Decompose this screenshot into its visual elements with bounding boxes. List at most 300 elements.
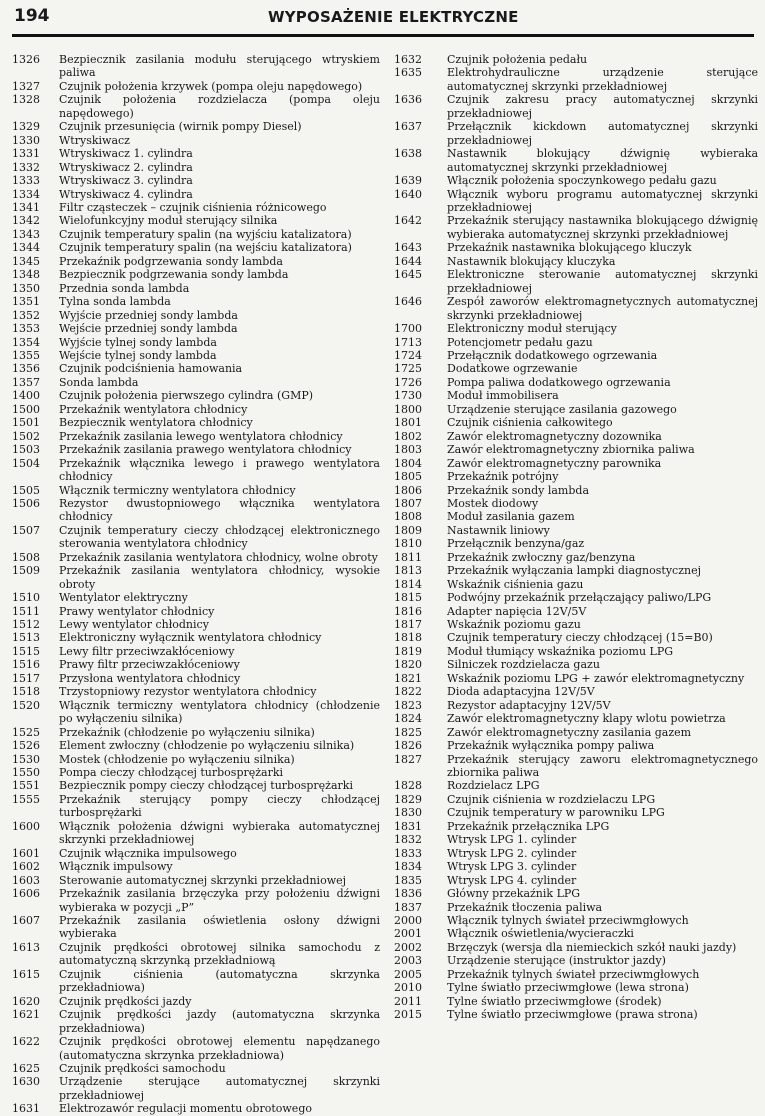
component-description: Prawy wentylator chłodnicy: [59, 604, 215, 618]
component-number: 1826: [394, 739, 422, 753]
legend-row: [8, 1102, 380, 1115]
component-description: Wejście przedniej sondy lambda: [59, 322, 238, 336]
component-number: 1643: [394, 241, 422, 255]
component-number: 1615: [12, 967, 40, 981]
legend-row: [8, 914, 380, 941]
component-description: Przekaźnik zasilania brzęczyka przy położeniu dźwigni wybieraka w pozycji „P”: [59, 887, 380, 914]
component-number: 1513: [12, 631, 40, 645]
legend-row: [392, 457, 758, 470]
component-number: 1823: [394, 698, 422, 712]
component-number: 1602: [12, 860, 40, 874]
component-number: 2000: [394, 914, 422, 927]
component-description: Moduł zasilania gazem: [447, 510, 575, 524]
component-description: Wtrysk LPG 3. cylinder: [447, 860, 577, 874]
legend-row: [392, 645, 758, 658]
legend-row: [8, 658, 380, 671]
legend-row: [392, 551, 758, 564]
legend-row: [8, 295, 380, 308]
component-description: Czujnik ciśnienia całkowitego: [447, 416, 613, 430]
legend-row: [392, 820, 758, 833]
legend-row: [8, 268, 380, 281]
component-description: Przekaźnik zwłoczny gaz/benzyna: [447, 550, 636, 564]
component-description: Przełącznik kickdown automatycznej skrzynki przekładniowej: [447, 120, 758, 147]
component-number: 1639: [394, 174, 422, 188]
component-number: 1630: [12, 1075, 40, 1089]
component-number: 1500: [12, 402, 40, 416]
component-description: Włącznik wyboru programu automatycznej skrzynki przekładniowej: [447, 187, 758, 214]
component-number: 1837: [394, 900, 422, 914]
legend-row: [8, 457, 380, 484]
legend-row: [392, 941, 758, 954]
component-number: 1518: [12, 685, 40, 699]
component-number: 1504: [12, 456, 40, 470]
component-description: Zawór elektromagnetyczny dozownika: [447, 429, 662, 443]
legend-row: [8, 403, 380, 416]
legend-row: [392, 497, 758, 510]
legend-row: [392, 470, 758, 483]
legend-row: [8, 874, 380, 887]
component-description: Dioda adaptacyjna 12V/5V: [447, 685, 595, 699]
legend-row: [8, 847, 380, 860]
component-description: Wtryskiwacz: [59, 133, 130, 147]
component-number: 1645: [394, 268, 422, 282]
component-description: Sterowanie automatycznej skrzynki przekładniowej: [59, 873, 347, 887]
component-number: 1725: [394, 362, 422, 376]
legend-row: [8, 793, 380, 820]
component-description: Przekaźnik sterujący zaworu elektromagnetycznego zbiornika paliwa: [447, 752, 758, 780]
component-description: Czujnik położenia pedału: [447, 53, 588, 66]
legend-row: [392, 685, 758, 698]
component-description: Włącznik tylnych świateł przeciwmgłowych: [447, 914, 689, 927]
component-number: 1345: [12, 254, 40, 268]
legend-row: [392, 618, 758, 631]
legend-row: [8, 443, 380, 456]
component-number: 1818: [394, 631, 422, 645]
legend-row: [392, 188, 758, 215]
component-number: 1835: [394, 873, 422, 887]
legend-row: [8, 376, 380, 389]
legend-row: [8, 860, 380, 873]
legend-row: [392, 322, 758, 335]
legend-row: [392, 578, 758, 591]
component-description: Elektrohydrauliczne urządzenie sterujące automatycznej skrzynki przekładniowej: [447, 66, 758, 93]
component-description: Przekaźnik zasilania wentylatora chłodnicy, wolne obroty: [59, 550, 378, 564]
component-description: Włącznik termiczny wentylatora chłodnicy (chłodzenie po wyłączeniu silnika): [59, 698, 380, 726]
component-description: Czujnik prędkości obrotowej silnika samochodu z automatyczną skrzynką przekładniową: [59, 940, 380, 968]
component-description: Czujnik prędkości jazdy (automatyczna skrzynka przekładniowa): [59, 1008, 380, 1035]
component-number: 1600: [12, 819, 40, 833]
component-description: Czujnik zakresu pracy automatycznej skrzynki przekładniowej: [447, 93, 758, 120]
component-description: Pompa cieczy chłodzącej turbosprężarki: [59, 766, 284, 780]
legend-row: [8, 968, 380, 995]
component-description: Czujnik temperatury spalin (na wejściu katalizatora): [59, 241, 352, 255]
component-description: Rezystor adaptacyjny 12V/5V: [447, 698, 611, 712]
component-number: 1801: [394, 416, 422, 430]
legend-row: [392, 995, 758, 1008]
legend-row: [8, 672, 380, 685]
legend-row: [392, 914, 758, 927]
component-number: 1555: [12, 792, 40, 806]
component-description: Przekaźnik (chłodzenie po wyłączeniu silnika): [59, 725, 315, 739]
legend-row: [8, 309, 380, 322]
component-number: 1817: [394, 618, 422, 632]
legend-row: [392, 336, 758, 349]
component-number: 1400: [12, 389, 40, 403]
legend-row: [392, 349, 758, 362]
component-number: 1807: [394, 496, 422, 510]
legend-row: [392, 147, 758, 174]
legend-row: [8, 591, 380, 604]
component-description: Przekaźnik wyłączania lampki diagnostycznej: [447, 564, 702, 578]
component-number: 1638: [394, 147, 422, 161]
component-number: 1635: [394, 66, 422, 80]
component-number: 1810: [394, 537, 422, 551]
legend-row: [392, 1008, 758, 1021]
component-number: 1821: [394, 671, 422, 685]
legend-row: [8, 820, 380, 847]
component-number: 1330: [12, 133, 40, 147]
legend-row: [8, 282, 380, 295]
component-description: Potencjometr pedału gazu: [447, 335, 593, 349]
legend-row: [392, 753, 758, 780]
component-number: 1820: [394, 658, 422, 672]
component-description: Przekaźnik zasilania lewego wentylatora chłodnicy: [59, 429, 343, 443]
legend-row: [392, 389, 758, 402]
legend-row: [8, 524, 380, 551]
legend-row: [8, 631, 380, 644]
component-number: 1511: [12, 604, 40, 618]
component-number: 1502: [12, 429, 40, 443]
legend-row: [8, 739, 380, 752]
component-number: 1829: [394, 792, 422, 806]
component-description: Przekaźnik tłoczenia paliwa: [447, 900, 603, 914]
component-number: 1356: [12, 362, 40, 376]
component-description: Moduł tłumiący wskaźnika poziomu LPG: [447, 644, 674, 658]
component-description: Pompa paliwa dodatkowego ogrzewania: [447, 375, 671, 389]
component-description: Mostek diodowy: [447, 496, 539, 510]
component-description: Urządzenie sterujące automatycznej skrzynki przekładniowej: [59, 1075, 380, 1102]
component-number: 1508: [12, 550, 40, 564]
legend-row: [392, 954, 758, 967]
legend-row: [392, 362, 758, 375]
legend-row: [8, 753, 380, 766]
legend-row: [8, 93, 380, 120]
component-number: 1501: [12, 416, 40, 430]
header-rule: [12, 34, 754, 37]
component-description: Przełącznik benzyna/gaz: [447, 537, 585, 551]
component-description: Przekaźnik wyłącznika pompy paliwa: [447, 739, 655, 753]
legend-row: [392, 510, 758, 523]
component-number: 1329: [12, 120, 40, 134]
page-number: 194: [14, 6, 50, 26]
component-number: 2003: [394, 954, 422, 968]
component-description: Przekaźnik zasilania prawego wentylatora chłodnicy: [59, 443, 352, 457]
component-description: Czujnik położenia rozdzielacza (pompa oleju napędowego): [59, 93, 380, 120]
component-number: 1833: [394, 846, 422, 860]
component-number: 1352: [12, 308, 40, 322]
component-description: Zawór elektromagnetyczny zbiornika paliwa: [447, 443, 695, 457]
component-description: Czujnik temperatury spalin (na wyjściu katalizatora): [59, 227, 352, 241]
legend-row: [8, 389, 380, 402]
component-description: Przekaźnik sterujący pompy cieczy chłodzącej turbosprężarki: [59, 792, 380, 820]
component-number: 2002: [394, 940, 422, 954]
component-number: 1601: [12, 846, 40, 860]
legend-row: [392, 403, 758, 416]
legend-row: [392, 443, 758, 456]
legend-row: [392, 726, 758, 739]
component-number: 1642: [394, 214, 422, 228]
component-number: 1836: [394, 887, 422, 901]
component-description: Bezpiecznik podgrzewania sondy lambda: [59, 268, 289, 282]
component-description: Czujnik położenia krzywek (pompa oleju napędowego): [59, 79, 363, 93]
component-number: 1334: [12, 187, 40, 201]
component-description: Czujnik ciśnienia w rozdzielaczu LPG: [447, 792, 656, 806]
component-description: Przekaźnik nastawnika blokującego kluczyk: [447, 241, 692, 255]
component-description: Bezpiecznik pompy cieczy chłodzącej turbosprężarki: [59, 779, 353, 793]
legend-row: [8, 766, 380, 779]
legend-row: [8, 618, 380, 631]
component-number: 1726: [394, 375, 422, 389]
component-description: Silniczek rozdzielacza gazu: [447, 658, 600, 672]
legend-row: [392, 631, 758, 644]
component-number: 1505: [12, 483, 40, 497]
legend-row: [8, 726, 380, 739]
component-number: 1622: [12, 1035, 40, 1049]
component-description: Główny przekaźnik LPG: [447, 887, 581, 901]
component-number: 1551: [12, 779, 40, 793]
component-description: Wentylator elektryczny: [59, 591, 188, 605]
component-number: 1333: [12, 174, 40, 188]
component-description: Czujnik włącznika impulsowego: [59, 846, 237, 860]
legend-row: [392, 672, 758, 685]
component-description: Bezpiecznik wentylatora chłodnicy: [59, 416, 253, 430]
component-description: Wyjście tylnej sondy lambda: [59, 335, 217, 349]
component-description: Zawór elektromagnetyczny klapy wlotu powietrza: [447, 712, 726, 726]
component-description: Czujnik temperatury cieczy chłodzącej elektronicznego sterowania wentylatora chłodnicy: [59, 523, 380, 551]
component-number: 2005: [394, 967, 422, 981]
component-number: 1326: [12, 53, 40, 66]
component-description: Nastawnik blokujący dźwignię wybieraka automatycznej skrzynki przekładniowej: [447, 147, 758, 174]
component-description: Przekaźnik tylnych świateł przeciwmgłowych: [447, 967, 700, 981]
component-number: 1506: [12, 496, 40, 510]
component-description: Elektroniczne sterowanie automatycznej skrzynki przekładniowej: [447, 268, 758, 295]
legend-row: [392, 779, 758, 792]
component-description: Włącznik impulsowy: [59, 860, 173, 874]
legend-row: [392, 901, 758, 914]
component-description: Wejście tylnej sondy lambda: [59, 348, 217, 362]
legend-row: [392, 255, 758, 268]
component-description: Brzęczyk (wersja dla niemieckich szkół nauki jazdy): [447, 940, 737, 954]
component-number: 1621: [12, 1008, 40, 1022]
component-number: 1819: [394, 644, 422, 658]
legend-row: [8, 1035, 380, 1062]
component-number: 1800: [394, 402, 422, 416]
component-number: 1802: [394, 429, 422, 443]
legend-row: [8, 362, 380, 375]
legend-row: [8, 53, 380, 80]
component-description: Tylna sonda lambda: [59, 295, 171, 309]
component-number: 1343: [12, 227, 40, 241]
component-description: Rozdzielacz LPG: [447, 779, 540, 793]
legend-row: [8, 887, 380, 914]
legend-row: [8, 551, 380, 564]
component-description: Przekaźnik włącznika lewego i prawego wentylatora chłodnicy: [59, 456, 380, 484]
component-number: 1637: [394, 120, 422, 134]
component-number: 1341: [12, 200, 40, 214]
component-number: 1354: [12, 335, 40, 349]
component-number: 1822: [394, 685, 422, 699]
legend-row: [392, 174, 758, 187]
component-number: 1832: [394, 833, 422, 847]
legend-row: [392, 53, 758, 66]
component-number: 1825: [394, 725, 422, 739]
legend-row: [392, 887, 758, 900]
component-description: Przekaźnik sterujący nastawnika blokującego dźwignię wybieraka automatycznej skrzynki przekładniowej: [447, 214, 758, 241]
legend-row: [8, 416, 380, 429]
legend-row: [392, 981, 758, 994]
component-description: Nastawnik liniowy: [447, 523, 550, 537]
legend-row: [8, 201, 380, 214]
component-number: 1632: [394, 53, 422, 66]
legend-row: [392, 699, 758, 712]
component-description: Wtrysk LPG 1. cylinder: [447, 833, 577, 847]
component-number: 1530: [12, 752, 40, 766]
component-number: 2010: [394, 981, 422, 995]
legend-row: [8, 605, 380, 618]
legend-row: [8, 995, 380, 1008]
legend-row: [392, 658, 758, 671]
component-number: 1520: [12, 698, 40, 712]
component-description: Czujnik temperatury cieczy chłodzącej (15=B0): [447, 631, 713, 645]
component-number: 1814: [394, 577, 422, 591]
component-number: 1724: [394, 348, 422, 362]
legend-row: [392, 295, 758, 322]
component-number: 1512: [12, 618, 40, 632]
component-number: 1827: [394, 752, 422, 766]
component-description: Czujnik prędkości jazdy: [59, 994, 192, 1008]
legend-row: [392, 605, 758, 618]
component-description: Lewy wentylator chłodnicy: [59, 618, 209, 632]
component-number: 1344: [12, 241, 40, 255]
component-description: Filtr cząsteczek – czujnik ciśnienia różnicowego: [59, 200, 327, 214]
legend-row: [392, 874, 758, 887]
page-header: [0, 0, 765, 40]
legend-row: [8, 564, 380, 591]
legend-row: [8, 1075, 380, 1102]
component-description: Włącznik położenia spoczynkowego pedału gazu: [447, 174, 717, 188]
component-description: Wtryskiwacz 1. cylindra: [59, 147, 193, 161]
legend-row: [392, 739, 758, 752]
component-number: 1613: [12, 940, 40, 954]
legend-row: [392, 847, 758, 860]
component-description: Sonda lambda: [59, 375, 139, 389]
component-description: Mostek (chłodzenie po wyłączeniu silnika): [59, 752, 295, 766]
component-number: 1342: [12, 214, 40, 228]
component-number: 1803: [394, 443, 422, 457]
component-description: Czujnik przesunięcia (wirnik pompy Diesel): [59, 120, 302, 134]
component-number: 1332: [12, 160, 40, 174]
legend-row: [392, 241, 758, 254]
component-number: 1816: [394, 604, 422, 618]
component-description: Wskaźnik ciśnienia gazu: [447, 577, 584, 591]
legend-row: [8, 1062, 380, 1075]
component-description: Moduł immobilisera: [447, 389, 559, 403]
legend-row: [8, 685, 380, 698]
component-number: 1510: [12, 591, 40, 605]
legend-row: [8, 188, 380, 201]
component-description: Przekaźnik wentylatora chłodnicy: [59, 402, 248, 416]
component-description: Wskaźnik poziomu gazu: [447, 618, 581, 632]
component-number: 1824: [394, 712, 422, 726]
legend-row: [392, 564, 758, 577]
component-number: 1636: [394, 93, 422, 107]
component-description: Przysłona wentylatora chłodnicy: [59, 671, 241, 685]
legend-row: [392, 66, 758, 93]
component-number: 1525: [12, 725, 40, 739]
component-number: 1640: [394, 187, 422, 201]
component-number: 1828: [394, 779, 422, 793]
legend-row: [8, 134, 380, 147]
component-number: 1631: [12, 1102, 40, 1116]
component-number: 1805: [394, 470, 422, 484]
legend-row: [8, 120, 380, 133]
component-description: Czujnik położenia pierwszego cylindra (GMP): [59, 389, 314, 403]
component-description: Czujnik ciśnienia (automatyczna skrzynka przekładniowa): [59, 967, 380, 995]
component-description: Czujnik podciśnienia hamowania: [59, 362, 243, 376]
component-description: Adapter napięcia 12V/5V: [447, 604, 587, 618]
component-number: 1606: [12, 887, 40, 901]
component-description: Przekaźnik podgrzewania sondy lambda: [59, 254, 283, 268]
legend-row: [392, 793, 758, 806]
legend-row: [392, 806, 758, 819]
legend-row: [8, 430, 380, 443]
legend-row: [8, 322, 380, 335]
component-description: Urządzenie sterujące zasilania gazowego: [447, 402, 677, 416]
component-description: Zawór elektromagnetyczny parownika: [447, 456, 662, 470]
component-number: 1348: [12, 268, 40, 282]
component-description: Czujnik prędkości samochodu: [59, 1061, 226, 1075]
component-number: 1831: [394, 819, 422, 833]
component-description: Czujnik prędkości obrotowej elementu napędzanego (automatyczna skrzynka przekładniowa): [59, 1035, 380, 1062]
legend-row: [8, 241, 380, 254]
legend-row: [8, 336, 380, 349]
page-title: WYPOSAŻENIE ELEKTRYCZNE: [268, 8, 519, 26]
component-number: 1357: [12, 375, 40, 389]
component-number: 1815: [394, 591, 422, 605]
legend-row: [8, 645, 380, 658]
legend-row: [392, 268, 758, 295]
legend-row: [8, 941, 380, 968]
component-description: Element zwłoczny (chłodzenie po wyłączeniu silnika): [59, 739, 355, 753]
legend-row: [392, 376, 758, 389]
component-number: 1516: [12, 658, 40, 672]
legend-row: [392, 214, 758, 241]
legend-row: [392, 537, 758, 550]
legend-row: [8, 80, 380, 93]
component-description: Przednia sonda lambda: [59, 281, 190, 295]
component-number: 1620: [12, 994, 40, 1008]
legend-row: [8, 255, 380, 268]
component-description: Wyjście przedniej sondy lambda: [59, 308, 238, 322]
component-number: 2001: [394, 927, 422, 941]
component-number: 1351: [12, 295, 40, 309]
component-description: Tylne światło przeciwmgłowe (środek): [447, 994, 662, 1008]
component-description: Dodatkowe ogrzewanie: [447, 362, 578, 376]
legend-row: [392, 430, 758, 443]
component-number: 1700: [394, 322, 422, 336]
legend-row: [8, 349, 380, 362]
component-number: 1809: [394, 523, 422, 537]
